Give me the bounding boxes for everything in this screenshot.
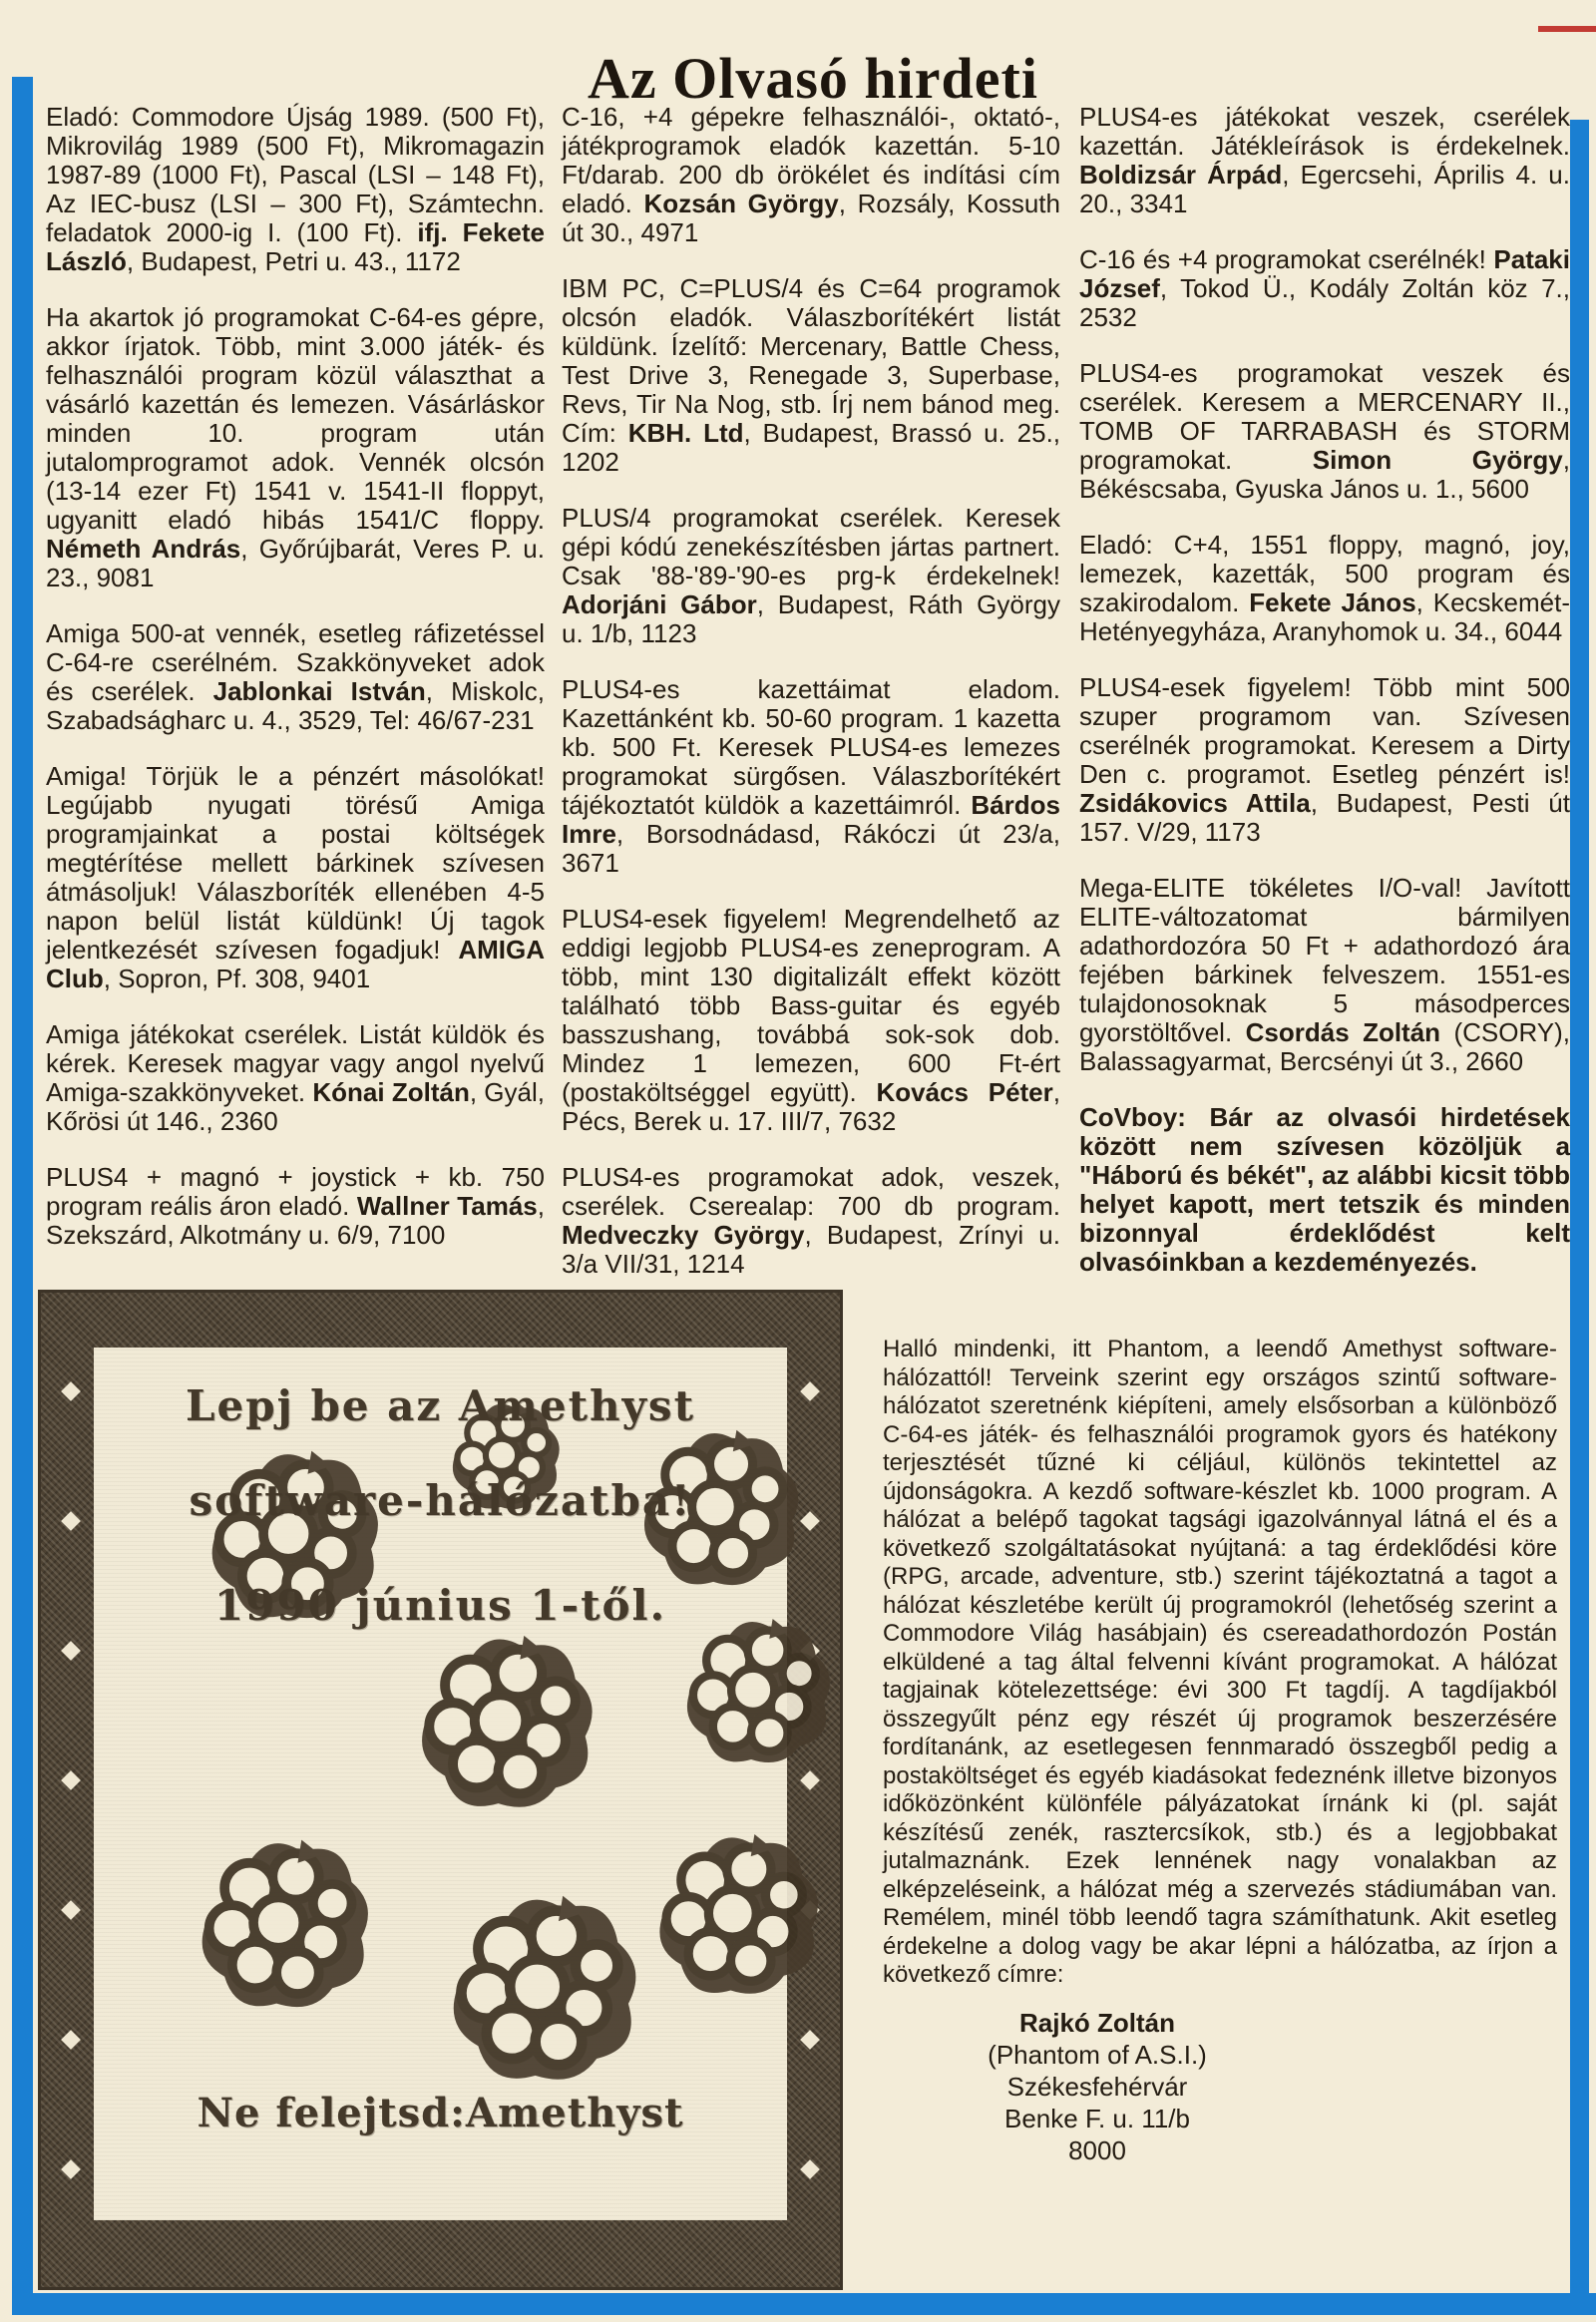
ad — [562, 905, 1060, 1136]
ad-text: Amiga! Törjük le a pénzért másolókat! Legújabb nyugati törésű Amiga programjainkat a postai költségek megtérítése mellett bárkinek szívesen átmásoljuk! Válaszboríték ellenében 4-5 napon belül listát küldünk! Új tagok jelentkezését szívesen fogadjuk! — [46, 761, 545, 965]
ad — [1079, 531, 1570, 646]
border-star-icon — [61, 2159, 81, 2179]
ad-text: , Békéscsaba, Gyuska János u. 1., 5600 — [1079, 445, 1570, 504]
amethyst-ad-line: Lepj be az Amethyst — [186, 1381, 695, 1430]
letter-address-line: Benke F. u. 11/b — [1004, 2104, 1190, 2133]
ads-column-3 — [1079, 103, 1570, 1304]
advertiser-name: KBH. Ltd — [627, 418, 744, 448]
advertiser-name: Fekete János — [1249, 587, 1416, 617]
ad-text: PLUS4-es játékokat veszek, cserélek kazettán. Játékleírások is érdekelnek. — [1079, 102, 1570, 161]
advertiser-name: Adorjáni Gábor — [562, 589, 757, 619]
ad-text: (CSORY), Balassagyarmat, Bercsényi út 3., 2660 — [1079, 1017, 1571, 1076]
ad-text: PLUS4 + magnó + joystick + kb. 750 program reális áron eladó. — [46, 1162, 545, 1221]
advertiser-name: Boldizsár Árpád — [1079, 160, 1283, 190]
border-star-icon — [61, 1641, 81, 1661]
ad — [562, 1163, 1060, 1279]
amethyst-ad-line: software-hálózatba! — [189, 1476, 692, 1525]
letter-text: Halló mindenki, itt Phantom, a leendő Amethyst software-hálózattól! Terveink szerint egy országos szintű software-hálózatot szeretnénk kiépíteni, amely elsősorban a különböző C-64-es játék- és felhasználói programok gyors és hatékony terjesztését tűzné ki céljául, különös tekintettel az újdonságokra. A kezdő software-készlet kb. 1000 program. A hálózat a belépő tagokat tagsági igazolvánnyal látná el és a következő szolgáltatásokat nyújtaná: a tag érdeklődési köre (RPG, arcade, adventure, stb.) szerint tájékoztatná a tagot a hálózat készletébe került új programokról (lehetőség szerint a Commodore Világ hasábjain) és csereadathordozón Postán elküldené a tag által felvenni kívánt programokat. A hálózat tagjainak kötelezettsége: évi 300 Ft tagdíj. A tagdíjakból összegyűlt pénz egy részét új programok beszerzésére fordítanánk, az esetlegesen fennmaradó összegből pedig a postaköltséget és egyéb kiadásokat fedeznénk illetve bizonyos időközönként különféle pályázatokat írnánk ki (pl. saját készítésű zenék, rasztercsíkok, stb.) és a legjobbakat jutalmaznánk. Ezek lennének nagy vonalakban az elképzeléseink, a hálózat még a szervezés stádiumában van. Remélem, minél több leendő tagra számíthatunk. Akit esetleg érdekelne a dolog vagy be akar lépni a hálózatba, az írjon a következő címre: — [883, 1336, 1557, 1988]
ad — [46, 1020, 545, 1136]
ads-column-1 — [46, 103, 545, 1277]
advertiser-name: Pataki József — [1079, 244, 1570, 303]
ad — [1079, 245, 1570, 332]
ad-text: Amiga 500-at vennék, esetleg ráfizetéssel C-64-re cserélném. Szakkönyveket adok és cserélek. — [46, 618, 545, 706]
ad-text: PLUS4-es programokat adok, veszek, cserélek. Cserealap: 700 db program. — [562, 1162, 1060, 1221]
ad-text: , Borsodnádasd, Rákóczi út 23/a, 3671 — [562, 819, 1060, 878]
phantom-letter — [883, 1336, 1557, 1990]
ad-text: , Budapest, Pesti út 157. V/29, 1173 — [1079, 788, 1570, 847]
ad-text: , Pécs, Berek u. 17. III/7, 7632 — [562, 1077, 1060, 1136]
ad — [1079, 1103, 1570, 1277]
advertiser-name: CoVboy: Bár az olvasói hirdetések között nem szívesen közöljük a "Háború és békét", az alábbi kicsit több helyet kapott, mert tetszik és minden bizonnyal érdeklődést kelt olvasóinkban a kezdeményezés. — [1079, 1102, 1570, 1277]
ad-text: , Miskolc, Szabadságharc u. 4., 3529, Tel: 46/67-231 — [46, 676, 545, 735]
raspberry-icon — [397, 1624, 611, 1821]
advertiser-name: Németh András — [46, 534, 241, 564]
page-border-right — [1570, 120, 1589, 2315]
letter-address-line: 8000 — [1068, 2135, 1126, 2165]
red-registration-mark — [1538, 26, 1596, 32]
ad-text: Mega-ELITE tökéletes I/O-val! Javított ELITE-változatomat bármilyen adathordozóra 50 Ft + adathordozó ára fejében bárkinek felveszem. 1551-es tulajdonosoknak 5 másodperces gyorstöltővel. — [1079, 873, 1570, 1047]
ad-text: , Budapest, Brassó u. 25., 1202 — [562, 418, 1061, 477]
ad-text: IBM PC, C=PLUS/4 és C=64 programok olcsón eladók. Válaszborítékért listát küldünk. Ízelítő: Mercenary, Battle Chess, Test Drive 3, Renegade 3, Superbase, Revs, Tir Na Nog, stb. Írj nem bánod meg. Cím: — [562, 273, 1060, 448]
border-star-icon — [61, 2030, 81, 2050]
ad — [46, 1163, 545, 1250]
ad — [562, 504, 1060, 648]
ad-text: C-16, +4 gépekre felhasználói-, oktató-, játékprogramok eladók kazettán. 5-10 Ft/darab. 200 db örökélet és indítási cím eladó. — [562, 102, 1060, 218]
ad-text: PLUS4-es kazettáimat eladom. Kazettánként kb. 50-60 program. 1 kazetta kb. 500 Ft. Keresek PLUS4-es lemezes programokat sürgősen. Válaszborítékért tájékoztatót küldök a kazettáimról. — [562, 674, 1060, 820]
letter-address-line: (Phantom of A.S.I.) — [988, 2040, 1207, 2070]
ad-text: , Rozsály, Kossuth út 30., 4971 — [562, 189, 1060, 247]
amethyst-ad-line: 1990 június 1-től. — [213, 1581, 667, 1630]
ad-text: PLUS/4 programokat cserélek. Keresek gépi kódú zenekészítésben jártas partnert. Csak '88-'89-'90-es prg-k érdekelnek! — [562, 503, 1060, 590]
ad — [46, 103, 545, 276]
ad-text: Eladó: Commodore Újság 1989. (500 Ft), Mikrovilág 1989 (500 Ft), Mikromagazin 1987-89 (1000 Ft), Pascal (LSI – 148 Ft), Az IEC-busz (LSI – 300 Ft), Számtechn. feladatok 2000-ig I. (100 Ft). — [46, 102, 545, 247]
advertiser-name: Bárdos Imre — [562, 790, 1060, 849]
ad-text: , Győrújbarát, Veres P. u. 23., 9081 — [46, 534, 545, 592]
ad — [562, 274, 1060, 477]
ad-text: , Budapest, Zrínyi u. 3/a VII/31, 1214 — [562, 1220, 1060, 1279]
ad — [1079, 103, 1570, 218]
ads-column-2 — [562, 103, 1060, 1306]
ad-text: C-16 és +4 programokat cserélnék! — [1079, 244, 1494, 274]
ad-text: PLUS4-es programokat veszek és cserélek. Keresem a MERCENARY II., TOMB OF TARRABASH és STORM programokat. — [1079, 358, 1570, 475]
ad — [46, 762, 545, 993]
ad — [46, 303, 545, 592]
ad — [562, 103, 1060, 247]
ad-text: , Budapest, Ráth György u. 1/b, 1123 — [562, 589, 1060, 648]
advertiser-name: Kozsán György — [643, 189, 839, 218]
advertiser-name: Kovács Péter — [876, 1077, 1053, 1107]
ad-text: , Sopron, Pf. 308, 9401 — [103, 964, 371, 993]
advertiser-name: Csordás Zoltán — [1245, 1017, 1441, 1047]
letter-address — [868, 2007, 1327, 2166]
ad-text: PLUS4-esek figyelem! Megrendelhető az eddigi legjobb PLUS4-es zeneprogram. A több, mint 130 digitalizált effekt között található több Bass-guitar és egyéb basszushang, továbbá sok-sok dob. Mindez 1 lemezen, 600 Ft-ért (postaköltséggel együtt). — [562, 904, 1060, 1107]
amethyst-ad-footer-line: Ne felejtsd:Amethyst — [197, 2090, 684, 2136]
border-star-icon — [800, 2030, 820, 2050]
letter-address-line: Rajkó Zoltán — [1018, 2008, 1175, 2038]
ad — [1079, 673, 1570, 847]
amethyst-ad-image — [38, 1290, 843, 2290]
page-border-bottom — [12, 2293, 1596, 2315]
ad-text: , Tokod Ü., Kodály Zoltán köz 7., 2532 — [1079, 273, 1570, 332]
advertiser-name: Medveczky György — [562, 1220, 805, 1250]
border-star-icon — [61, 1770, 81, 1790]
ad-text: , Budapest, Petri u. 43., 1172 — [126, 246, 461, 276]
advertiser-name: Kónai Zoltán — [312, 1077, 470, 1107]
ad-text: , Gyál, Kőrösi út 146., 2360 — [46, 1077, 545, 1136]
ad-text: Amiga játékokat cserélek. Listát küldök és kérek. Keresek magyar vagy angol nyelvű Amiga-szakkönyveket. — [46, 1019, 545, 1107]
advertiser-name: Wallner Tamás — [356, 1191, 538, 1221]
ad — [1079, 359, 1570, 504]
ad-text: , Kecskemét-Hetényegyháza, Aranyhomok u. 34., 6044 — [1079, 587, 1571, 646]
border-star-icon — [61, 1900, 81, 1920]
ad-text: , Szekszárd, Alkotmány u. 6/9, 7100 — [46, 1191, 545, 1250]
advertiser-name: Simon György — [1312, 445, 1563, 475]
ad — [1079, 874, 1570, 1076]
ad-text: , Egercsehi, Április 4. u. 20., 3341 — [1079, 160, 1570, 218]
page-border-left — [12, 77, 33, 2315]
border-star-icon — [800, 2159, 820, 2179]
ad — [562, 675, 1060, 878]
advertiser-name: ifj. Fekete László — [46, 217, 545, 276]
advertiser-name: AMIGA Club — [46, 935, 545, 993]
ad-text: PLUS4-esek figyelem! Több mint 500 szuper programom van. Szívesen cserélnék programokat. Keresem a Dirty Den c. programot. Esetleg pénzért is! — [1079, 672, 1570, 789]
advertiser-name: Jablonkai István — [212, 676, 426, 706]
letter-address-line: Székesfehérvár — [1006, 2072, 1188, 2102]
ad-text: Eladó: C+4, 1551 floppy, magnó, joy, lemezek, kazetták, 500 program és szakirodalom. — [1079, 530, 1570, 617]
raspberry-icon — [427, 1883, 656, 2095]
ad-text: Ha akartok jó programokat C-64-es gépre, akkor írjatok. Több, mint 3.000 játék- és felhasználói program közül választhat a vásárló kazettán és lemezen. Vásárláskor minden 10. program után jutalomprogramot adok. Vennék olcsón (13-14 ezer Ft) 1541 v. 1541-II floppyt, ugyanitt eladó hibás 1541/C floppy. — [46, 302, 545, 535]
raspberry-icon — [178, 1828, 387, 2021]
advertiser-name: Zsidákovics Attila — [1079, 788, 1311, 818]
ad — [46, 619, 545, 735]
raspberry-icon — [636, 1823, 836, 2007]
page-title: Az Olvasó hirdeti — [588, 45, 1038, 111]
raspberry-icon — [666, 1609, 846, 1774]
